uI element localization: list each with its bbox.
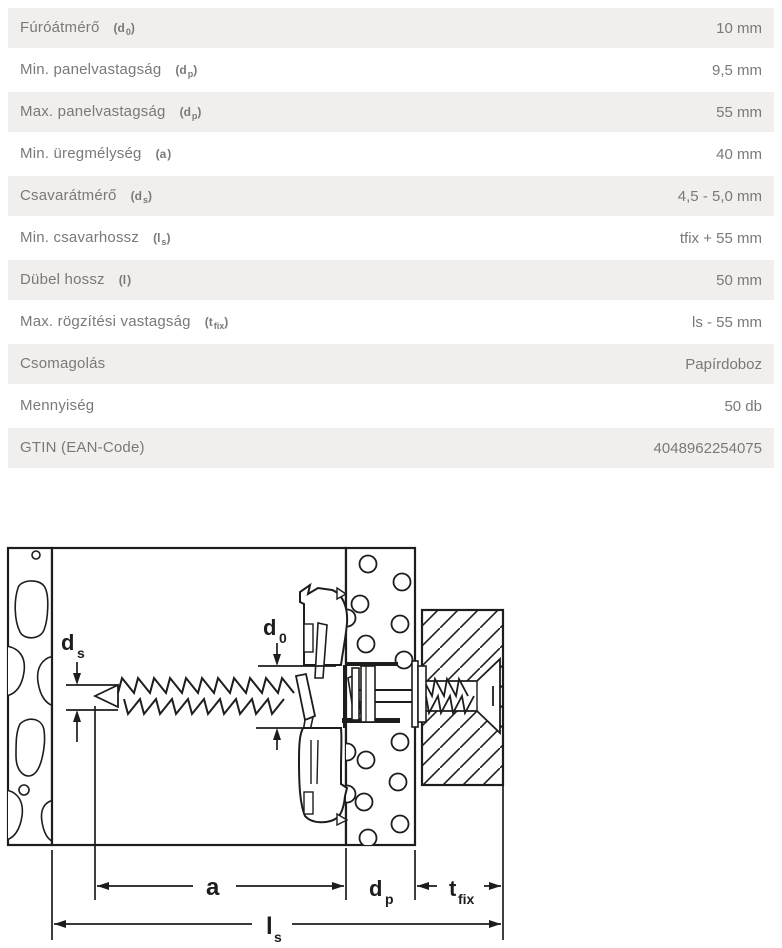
- row-label: Min. panelvastagság: [20, 60, 162, 78]
- row-symbol: (l): [118, 272, 132, 287]
- row-label: Dübel hossz: [20, 270, 105, 288]
- table-row: [8, 8, 774, 48]
- label-ls-sub: s: [274, 929, 282, 945]
- dimension-a: [97, 882, 344, 890]
- row-label: Min. üregmélység: [20, 144, 142, 162]
- row-value: 40 mm: [716, 145, 762, 163]
- label-ds: d: [61, 630, 75, 655]
- row-label: Mennyiség: [20, 396, 95, 414]
- label-d0-sub: 0: [279, 630, 287, 646]
- row-label: GTIN (EAN-Code): [20, 438, 145, 456]
- row-label-group: [20, 19, 135, 37]
- row-symbol: $(t_{fix})$: [204, 314, 229, 332]
- row-symbol: [108, 399, 109, 415]
- row-symbol: [159, 441, 160, 457]
- panel-board: [339, 548, 416, 847]
- row-symbol: $(d_s)$: [130, 188, 152, 206]
- row-label: Csomagolás: [20, 354, 106, 372]
- fixture-block: [412, 610, 503, 785]
- row-value: 50 mm: [716, 271, 762, 289]
- row-label-group: [20, 271, 131, 289]
- row-label-group: [20, 61, 197, 79]
- table-row: [8, 134, 774, 174]
- row-value: 55 mm: [716, 103, 762, 121]
- table-row: [8, 302, 774, 342]
- row-value: 10 mm: [716, 19, 762, 37]
- cavity-fixing-diagram: [0, 528, 782, 946]
- row-label-group: [20, 145, 171, 163]
- row-label: Max. rögzítési vastagság: [20, 312, 191, 330]
- row-symbol: (a): [155, 146, 172, 161]
- row-label: Csavarátmérő: [20, 186, 117, 204]
- table-row: [8, 344, 774, 384]
- row-value: Papírdoboz: [685, 355, 762, 373]
- label-a: a: [206, 874, 220, 901]
- table-row: [8, 428, 774, 468]
- row-label-group: [20, 187, 152, 205]
- row-label-group: [20, 229, 170, 247]
- table-row: [8, 50, 774, 90]
- installation-diagram: [0, 528, 782, 946]
- label-tfix-sub: fix: [458, 891, 475, 907]
- row-value: 50 db: [724, 397, 762, 415]
- label-dp-sub: p: [385, 891, 394, 907]
- row-label: Max. panelvastagság: [20, 102, 166, 120]
- label-tfix: t: [449, 876, 457, 901]
- dimension-tfix: [417, 882, 501, 890]
- table-row: [8, 260, 774, 300]
- row-label-group: [20, 397, 109, 415]
- row-label: Fúróátmérő: [20, 18, 100, 36]
- row-symbol: [119, 357, 120, 373]
- label-dp: d: [369, 876, 383, 901]
- label-ls: l: [266, 913, 273, 940]
- row-symbol: $(d_0)$: [113, 20, 135, 38]
- table-row: [8, 218, 774, 258]
- spec-table: [8, 8, 774, 468]
- row-value: 4,5 - 5,0 mm: [677, 187, 762, 205]
- row-label-group: [20, 313, 228, 331]
- row-symbol: $(d_p)$: [175, 62, 198, 80]
- collar-flange: [412, 661, 418, 727]
- label-d0: d: [263, 615, 277, 640]
- dimension-ls: [54, 920, 501, 928]
- row-value: 4048962254075: [653, 439, 762, 457]
- row-value: tfix + 55 mm: [679, 229, 762, 247]
- table-row: [8, 386, 774, 426]
- row-symbol: $(d_p)$: [179, 104, 202, 122]
- row-label-group: [20, 355, 120, 373]
- row-symbol: $(l_s)$: [153, 230, 171, 248]
- row-value: ls - 55 mm: [691, 313, 762, 331]
- row-value: 9,5 mm: [711, 61, 762, 79]
- table-row: [8, 176, 774, 216]
- label-ds-sub: s: [77, 645, 85, 661]
- table-row: [8, 92, 774, 132]
- row-label: Min. csavarhossz: [20, 228, 140, 246]
- row-label-group: [20, 103, 201, 121]
- wall-cross-section: [6, 548, 54, 845]
- row-label-group: [20, 439, 160, 457]
